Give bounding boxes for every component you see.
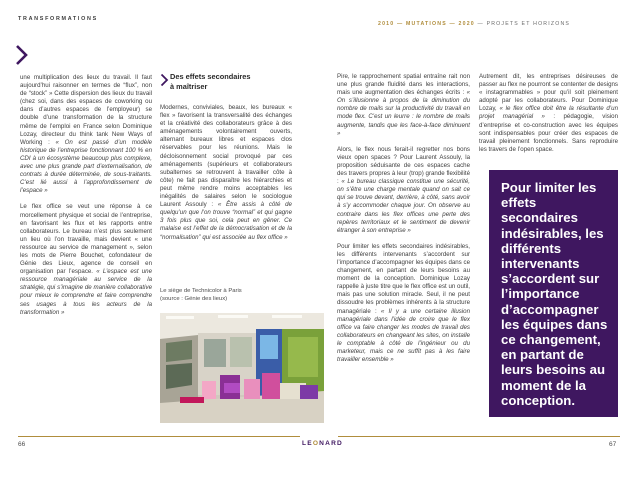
logo-part: NARD [319,440,344,447]
office-photo [160,313,324,423]
text-column-2 [160,104,292,250]
quote-text: « On est passé d’un modèle historique de l’entreprise fonctionnant 100 % en CDI à un écosystème beaucoup plus complexe, avec une plus grande part d’externalisation, de contrats à durée déterminée, de sous-traitants. C’est lié aussi à l’approfondissement de l’espace » [20,138,152,195]
paragraph-text: une multiplication des lieux du travail. Il faut aujourd’hui raisonner en termes de “flux”, non de “stock” » Cette dispersion des lieux du travail (chez soi, dans des espaces de coworking ou dans d’autres espaces de l’employeur) se double d’une transformation de la structure même de l’emploi en France selon Dominique Lozay, directeur du think tank New Ways of Working : [20,74,152,146]
running-header [378,21,570,27]
logo-part: LE [302,440,313,447]
paragraph [337,243,470,364]
footer-rule-right [338,436,620,437]
section-heading-line-1: Des effets secondaires [170,72,251,81]
footer-rule-left [18,436,300,437]
page-number-right: 67 [609,441,617,448]
paragraph-text: Autrement dit, les entreprises désireuses de passer au flex ne pourront se contenter de designs « instagrammables » pour qu’il soit pleinement adopté par les collaborateurs. Pour Dominique Lozay, [479,73,618,113]
paragraph [160,104,292,242]
paragraph-text: : pédagogie, vision d’entreprise et co-construction avec les équipes sont indispensables pour créer des espaces de travail pleinement fonctionnels. Sans reproduire les travers de l’open space. [479,113,618,153]
quote-text: « Être assis à côté de quelqu’un que l’on trouve “normal” et qui gagne 3 fois plus que soi, cela peut en gêner. Ce malaise est l’effet de la démocratisation et de la “normalisation” qui est associée au flex office » [160,201,292,241]
subtitle-label: — PROJETS ET HORIZONS [477,21,571,27]
paragraph-text: Modernes, conviviales, beaux, les bureaux « flex » favorisent la transversalité des échanges et la créativité des collaborateurs grâce à des aménagements volontairement ouverts, alternant bureaux libres et espaces clos réservables pour les réunions. Mais le décloisonnement social provoqué par ces aménagements (supérieurs et collaborateurs subalternes se retrouvent à travailler côte à côte) ne fait pas disparaître les hiérarchies et peut même rendre moins acceptables les inégalités de salaires selon le sociologue Laurent Assouly : [160,104,292,209]
paragraph-text: Alors, le flex nous ferait-il regretter nos bons vieux open spaces ? Pour Laurent Assouly, la proposition séduisante de ces espaces cache des travers propres à leur (trop) grande flexibilité : [337,145,470,186]
text-column-1 [20,74,152,325]
quote-text: « Il y a une certaine illusion managériale dans l’idée de croire que le flex office va faire changer les modes de travail des collaborateurs en changeant les sites, on installe le comptable à côté de l’ingénieur ou du marketeur, mais ce ne suffit pas à les faire travailler ensemble » [337,307,470,364]
quote-text: « On s’illusionne à propos de la diminution du nombre de mails sur la productivité du travail en mode flex. C’est un leurre : le nombre de mails augmente, tandis que les face-à-face diminuent » [337,89,470,137]
quote-text: « Le bureau classique constitue une sécurité, on s’être une charge mentale quand on sait ce qui se trouve devant, derrière, à côté, sans avoir à s’y accommoder chaque jour. On observe au contraire dans les flex offices une perte des repères territoriaux et le sentiment de devenir étranger à son entreprise » [337,178,470,234]
section-label: TRANSFORMATIONS [18,16,98,22]
paragraph [337,73,470,138]
paragraph-text: Pour limiter les effets secondaires indésirables, les différents intervenants s’accordent sur l’importance d’accompagner les équipes dans ce changement, en partant de leurs besoins au moment de la conception. Dominique Lozay rappelle à juste titre que le flex office est un outil, mais pas une solution miracle. Seul, il ne peut dissoudre les problèmes inhérents à la structure managériale : [337,242,470,315]
brand-logo [302,440,343,447]
pull-quote: Pour limiter les effets secondaires indésirables, les différents intervenants s’accordent sur l’importance d’accompagner les équipes dans ce changement, en partant de leurs besoins au moment de la conception. [501,180,608,408]
text-column-3 [337,73,470,372]
paragraph [337,146,470,235]
paragraph-text: Le flex office se veut une réponse à ce morcellement physique et social de l’entreprise, en favorisant les flux et les rapports entre collaborateurs. Le bureau n’est plus seulement un lieu où l’on travaille, mais devient « une ressource au service de management », selon les mots de Pierre Bouchet, cofondateur de Génie des Lieux, agence de conseil en organisation par l’espace. [20,203,152,276]
paragraph [20,74,152,195]
text-column-4 [479,73,618,162]
years-label: 2010 — MUTATIONS — 2020 [378,21,475,27]
quote-text: « L’espace est une ressource managériale au service de la stratégie, qui s’imagine de manière collaborative pour mieux le comprendre et faire comprendre ses usages à tous les acteurs de la transformation » [20,268,152,316]
paragraph [479,73,618,154]
chevron-right-icon [14,44,30,66]
paragraph [20,203,152,316]
caption-line: Le siège de Technicolor à Paris [160,288,242,294]
page-number-left: 66 [18,441,26,448]
chevron-right-icon [160,73,169,87]
logo-part: O [312,440,320,447]
quote-text: « le flex office doit être la résultante d’un projet managérial » [479,105,619,121]
section-heading-line-2: à maîtriser [170,81,208,91]
paragraph-text: Pire, le rapprochement spatial entraîne rait non une plus grande fluidité dans les interactions, mais une augmentation des échanges écrits : [337,73,470,97]
photo-caption [160,288,300,303]
caption-line: (source : Génie des lieux) [160,295,228,302]
